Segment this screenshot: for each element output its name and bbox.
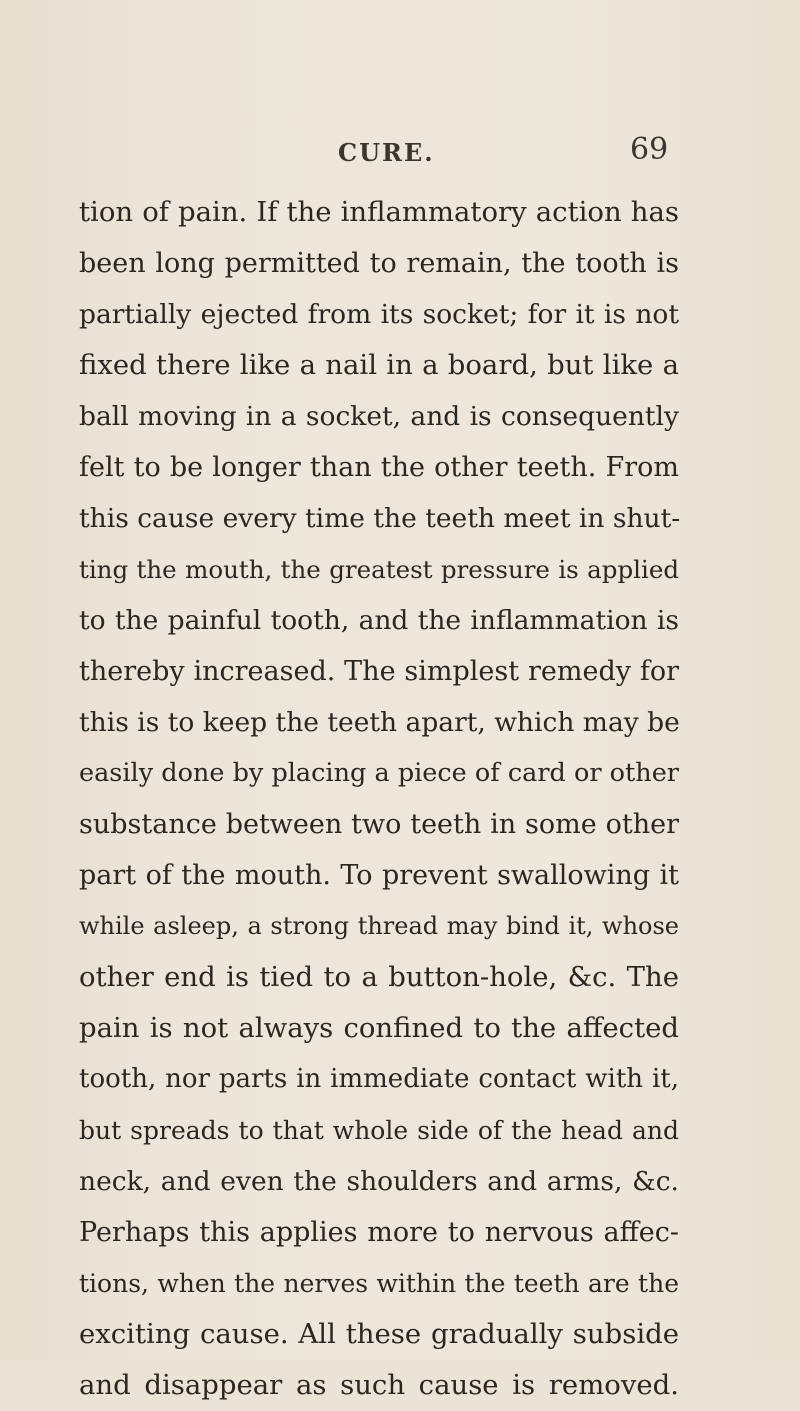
text-line: while asleep, a strong thread may bind it, whose [79,912,679,940]
text-line: easily done by placing a piece of card or other [79,758,679,788]
text-line: and disappear as such cause is removed. [79,1369,679,1401]
text-line: this cause every time the teeth meet in shut- [79,503,681,534]
text-line: been long permitted to remain, the tooth is [79,248,679,279]
text-line: felt to be longer than the other teeth. From [79,452,679,483]
running-head: CURE. [338,138,435,167]
text-line: tions, when the nerves within the teeth are the [79,1269,679,1298]
text-line: fixed there like a nail in a board, but like a [79,349,679,381]
text-line: neck, and even the shoulders and arms, &c. [79,1166,679,1197]
text-line: exciting cause. All these gradually subside [79,1318,679,1350]
text-line: Perhaps this applies more to nervous affec- [79,1217,679,1248]
text-line: but spreads to that whole side of the head and [79,1116,679,1145]
text-line: pain is not always confined to the affected [79,1012,679,1044]
text-line: partially ejected from its socket; for it is not [79,299,679,330]
page-header [0,132,800,182]
text-line: to the painful tooth, and the inflammation is [79,605,679,636]
text-line: thereby increased. The simplest remedy for [79,656,679,687]
text-line: ball moving in a socket, and is consequently [79,401,679,432]
text-line: ting the mouth, the greatest pressure is applied [79,555,679,584]
text-line: other end is tied to a button-hole, &c. The [79,961,679,993]
text-line: tooth, nor parts in immediate contact with it, [79,1064,679,1094]
page-number: 69 [630,132,669,167]
text-line: this is to keep the teeth apart, which may be [79,707,680,738]
text-line: part of the mouth. To prevent swallowing it [79,860,679,891]
text-line: tion of pain. If the inflammatory action has [79,196,679,228]
body-paragraph [79,187,679,1411]
text-line: substance between two teeth in some other [79,809,679,840]
